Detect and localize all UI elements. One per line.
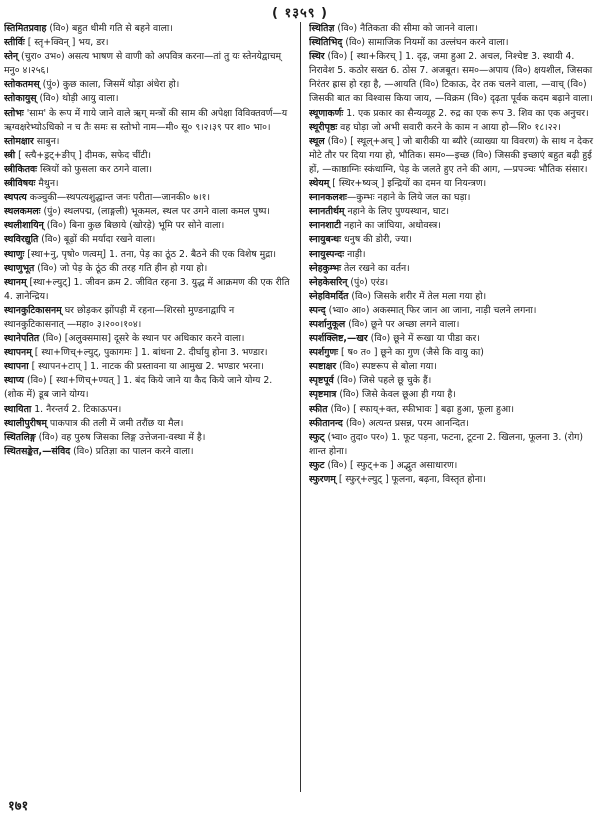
dictionary-entry [4, 417, 292, 431]
dictionary-entry [309, 107, 598, 121]
entry-headword: स्तेन् [4, 51, 19, 63]
entry-definition: (वि०) [ स्फुट्+क ] अद्भुत असाधारण। [324, 459, 458, 471]
dictionary-entry [4, 431, 292, 445]
entry-headword: स्नानतीर्थम् [309, 206, 345, 218]
dictionary-entry [309, 374, 598, 388]
dictionary-entry [309, 22, 598, 36]
entry-headword: स्पष्टाक्षर [309, 361, 337, 373]
dictionary-entry [4, 163, 292, 177]
entry-headword: स्थिर [309, 51, 325, 63]
dictionary-entry [4, 92, 292, 106]
entry-headword: स्थलीशायिन् [4, 220, 44, 232]
entry-definition: [ ष० त० ] छूने का गुण (जैसे कि वायु का) [338, 347, 484, 359]
entry-definition: [ स्तृ+क्विन् ] भय, डर। [24, 37, 109, 49]
entry-headword: स्नानशाटी [309, 220, 342, 232]
dictionary-entry [309, 276, 598, 290]
entry-definition: [ स्त्यै+ड्रट्+ङीप् ] दीमक, सफेद चींटी। [15, 149, 152, 161]
dictionary-entry [309, 473, 598, 487]
entry-definition: —कुम्भः नहाने के लिये जल का घड़ा। [346, 192, 471, 204]
dictionary-entry [4, 262, 292, 276]
entry-definition: (वि०) थोड़ी आयु वाला। [36, 93, 119, 105]
entry-definition: (वि०) छूने में रूखा या पीडा कर। [367, 333, 480, 345]
dictionary-entry [309, 403, 598, 417]
right-column [309, 22, 598, 487]
entry-definition: (वि०) छूने पर अच्छा लगने वाला। [345, 318, 460, 330]
dictionary-entry [4, 78, 292, 92]
entry-definition: (वि०) अत्यन्त प्रसन्न, परम आनन्दित। [342, 417, 469, 429]
entry-headword: स्थपत्य [4, 192, 27, 204]
column-divider [300, 22, 301, 792]
entry-headword: स्थितलिङ्ग [4, 431, 36, 443]
entry-definition: [ स्था+णिच्+ल्युट्, पुकागमः ] 1. बांधना 2. दीर्घायु होना 3. भण्डार। [31, 347, 268, 359]
dictionary-entry [309, 318, 598, 332]
dictionary-entry [4, 445, 292, 459]
dictionary-entry [4, 149, 292, 163]
entry-definition: (वि०) [अलुक्समास] दूसरे के स्थान पर अधिकार करने वाला। [39, 333, 245, 345]
entry-definition: (वि०) जिसे पहले छू चुके हैं। [333, 375, 432, 387]
entry-headword: स्थापनम् [4, 347, 32, 359]
dictionary-entry [309, 417, 598, 431]
entry-definition: धनुष की डोरी, ज्या। [341, 234, 412, 246]
entry-definition: नाड़ी। [344, 248, 366, 260]
dictionary-entry [309, 388, 598, 402]
entry-headword: स्नानकलशः [309, 192, 347, 204]
entry-headword: स्नायुबन्धः [309, 234, 341, 246]
entry-definition: मैथुन। [35, 178, 59, 190]
entry-headword: स्तोकायुस् [4, 93, 37, 105]
entry-headword: स्थितिज्ञ [309, 23, 335, 34]
page-number: ( १३५९ ) [272, 6, 328, 21]
dictionary-entry [309, 346, 598, 360]
entry-definition: (चुरा० उभ०) असत्य भाषण से वाणी को अपवित्र करना—तां तु यः स्तेनयेद्वाचम्‌ मनु० ४।२५६। [4, 51, 282, 77]
entry-definition: (वि०) सामाजिक नियमों का उल्लंघन करने वाला। [342, 37, 509, 49]
entry-definition: (वि०) वह पुरुष जिसका लिङ्ग उत्तेजना-वस्था में है। [35, 431, 206, 443]
dictionary-entry [4, 304, 292, 332]
entry-headword: स्तीर्विः [4, 37, 25, 49]
dictionary-entry [309, 360, 598, 374]
entry-headword: स्थूणाकर्णः [309, 107, 344, 119]
dictionary-entry [309, 50, 598, 106]
entry-definition: नहाने के लिए पुण्यस्थान, घाट। [344, 206, 450, 218]
entry-definition: (वि०) [ स्था+किरच् ] 1. दृढ़, जमा हुआ 2. अचल, निश्चेष्ट 3. स्थायी 4. निरावेश 5. कठोर सख्त 6. ठोस 7. अजबूत। सम०—अपाय (वि०) क्षयशील, जिसका निरंतर ह्रास हो रहा है, —आयति (वि०) टिकाऊ, देर तक चलने वाला, —वाच् (वि०) जिसकी बात का विश्वास किया जाय, —विक्रम (वि०) दृढ़ता पूर्वक कदम बढ़ाने वाला। [309, 51, 593, 105]
left-column [4, 22, 292, 459]
entry-headword: स्फीतानन्द [309, 417, 343, 429]
entry-headword: स्फुट् [309, 431, 325, 443]
entry-headword: स्थूल [309, 135, 325, 147]
dictionary-entry [4, 332, 292, 346]
entry-headword: स्त्री [4, 149, 16, 161]
dictionary-entry [309, 177, 598, 191]
dictionary-entry [4, 22, 292, 36]
entry-definition: (वि०) स्पष्टरूप से बोला गया। [336, 361, 437, 373]
entry-definition: (वि०) जिसे केवल छूआ ही गया है। [336, 389, 456, 401]
entry-headword: स्पर्शगुणः [309, 347, 339, 359]
dictionary-entry [309, 332, 598, 346]
dictionary-entry [309, 262, 598, 276]
entry-headword: स्पर्शक्लिष्ट,—खर [309, 333, 368, 345]
entry-headword: स्त्रीविषयः [4, 178, 36, 190]
entry-definition: तेल रखने का वर्तन। [341, 262, 410, 274]
entry-headword: स्फीत [309, 403, 328, 415]
dictionary-entry [4, 346, 292, 360]
entry-headword: स्थाणुभूत [4, 262, 35, 274]
entry-headword: स्तिमितप्रवाह [4, 23, 47, 34]
entry-definition: पाकपात्र की तली में जमी तरौंछ या मैल। [46, 417, 184, 429]
dictionary-entry [309, 121, 598, 135]
entry-headword: स्थानेपतित [4, 333, 40, 345]
entry-definition: [स्था+ल्युट्] 1. जीवन क्रम 2. जीवित रहना 3. युद्ध में आक्रमण की एक रीति 4. ज्ञानेन्द्रिय। [4, 276, 290, 302]
entry-headword: स्त्रीकितवः [4, 163, 38, 175]
dictionary-entry [4, 50, 292, 78]
entry-headword: स्फुरणम् [309, 474, 336, 485]
entry-headword: स्नेहकुम्भः [309, 262, 341, 274]
entry-headword: स्फुट [309, 459, 325, 471]
entry-definition: 'साम' के रूप में गाये जाने वाले ऋग् मन्त्रों की साम की अपेक्षा विविक्तवर्ण—य ऋग्वक्षरेभ्योऽधिको न च तैः समः स स्तोभो नाम—मी० सू० ९।२।३९ पर शा० भा०। [4, 107, 288, 133]
dictionary-entry [4, 276, 292, 304]
entry-headword: स्थानम् [4, 276, 27, 288]
dictionary-entry [4, 107, 292, 135]
entry-definition: [ स्थिर+ष्यञ् ] इन्द्रियों का दमन या नियन्त्रण। [329, 178, 487, 190]
entry-headword: स्नेहविमर्दित [309, 290, 349, 302]
dictionary-entry [309, 290, 598, 304]
entry-headword: स्नायुस्पन्दः [309, 248, 345, 260]
entry-definition: (भ्वा० आ०) अकस्मात्‌ फिर जान आ जाना, नाड़ी चलने लगना। [325, 304, 537, 316]
entry-definition: नहाने का जांघिया, अधोवस्त्र। [341, 220, 441, 232]
entry-definition: (वि०) प्रतिज्ञा का पालन करने वाला। [70, 445, 194, 457]
entry-definition: [ स्थापन+टाप् ] 1. नाटक की प्रस्तावना या आमुख 2. भण्डार भरना। [28, 361, 264, 373]
entry-headword: स्तोभः [4, 107, 24, 119]
dictionary-entry [309, 459, 598, 473]
dictionary-entry [4, 135, 292, 149]
entry-definition: वह घोड़ा जो अभी सवारी करने के काम न आया हो—शि० १८।२२। [337, 121, 561, 133]
entry-headword: स्थलकमलः [4, 206, 41, 218]
entry-definition: [ स्फुर्+ल्युट् ] फूलना, बढ़ना, विस्तृत होना। [335, 474, 486, 485]
entry-headword: स्पर्शानुकूल [309, 318, 346, 330]
entry-headword: स्पृष्टमात्र [309, 389, 337, 401]
entry-headword: स्थितिभिद् [309, 37, 343, 49]
entry-headword: स्नेहकेसरिन् [309, 276, 348, 288]
entry-headword: स्पन्द् [309, 304, 326, 316]
entry-headword: स्थाप्य [4, 375, 24, 387]
dictionary-columns [4, 22, 598, 794]
entry-headword: स्थालीपुरीषम् [4, 417, 47, 429]
entry-definition: (वि०) बूढ़ों की मर्यादा रखने वाला। [38, 234, 156, 246]
entry-definition: साबुन। [33, 135, 60, 147]
entry-headword: स्तोकतमस् [4, 79, 40, 91]
entry-definition: (वि०) [ स्फाय्+क्त, स्फीभावः ] बढ़ा हुआ, फूला हुआ। [327, 403, 514, 415]
dictionary-entry [309, 304, 598, 318]
dictionary-entry [4, 248, 292, 262]
entry-definition: घर छोड़कर झोंपड़ी में रहना—शिरसो मुण्डनाद्वापि न स्थानकुटिकासनात्‌ —महा० ३।२००।१०४। [4, 304, 235, 330]
dictionary-entry [4, 219, 292, 233]
dictionary-entry [309, 135, 598, 177]
entry-definition: (वि०) बिना कुछ बिछाये (खोरड़े) भूमि पर सोने वाला। [43, 220, 225, 232]
entry-definition: (भ्वा० तुदा० पर०) 1. फूट पड़ना, फटना, टूटना 2. खिलना, फूलना 3. (रोग) शान्त होना। [309, 431, 583, 457]
entry-definition: (पुं०) स्थलपद्म, (लाङ्गली) भूकमल, स्थल पर उगने वाला कमल पुष्प। [40, 206, 270, 218]
entry-definition: स्त्रियों को फुसला कर ठगने वाला। [37, 163, 153, 175]
dictionary-entry [309, 248, 598, 262]
entry-headword: स्थितसङ्केत,—संविद [4, 445, 71, 457]
dictionary-entry [309, 219, 598, 233]
entry-definition: (वि०) [ स्था+णिच्+ण्यत् ] 1. बंद किये जाने या कैद किये जाने योग्य 2. (शोक में) डूब जाने योग्य। [4, 375, 273, 401]
entry-headword: स्थानकुटिकासनम् [4, 304, 62, 316]
entry-headword: स्थायिता [4, 403, 32, 415]
entry-definition: (वि०) नैतिकता की सीमा को जानने वाला। [334, 23, 478, 34]
entry-definition: (पुं०) कुछ काला, जिसमें थोड़ा अंधेरा हो। [39, 79, 180, 91]
dictionary-entry [4, 177, 292, 191]
dictionary-entry [309, 431, 598, 459]
entry-definition: (वि०) जो पेड़ के ठूंठ की तरह गति हीन हो गया हो। [34, 262, 208, 274]
dictionary-entry [4, 403, 292, 417]
dictionary-entry [309, 36, 598, 50]
entry-definition: [स्था+नु, पृषो० णत्वम्] 1. तना, पेड़ का ठूंठ 2. बैठने की एक विशेष मुद्रा। [24, 248, 277, 260]
footer-page-number: १७१ [8, 799, 29, 814]
entry-definition: कञ्चुकी—स्थपत्यशुद्धान्त जनः परीता—जानकी० ७।१। [26, 192, 211, 204]
entry-headword: स्थाणुः [4, 248, 25, 260]
dictionary-entry [4, 36, 292, 50]
entry-definition: 1. नैरन्तर्य 2. टिकाऊपन। [31, 403, 122, 415]
dictionary-entry [4, 360, 292, 374]
dictionary-entry [309, 233, 598, 247]
dictionary-entry [309, 191, 598, 205]
entry-headword: स्थापना [4, 361, 29, 373]
entry-definition: (वि०) बहुत धीमी गति से बहने वाला। [46, 23, 173, 34]
dictionary-entry [4, 191, 292, 205]
dictionary-entry [4, 205, 292, 219]
entry-definition: (वि०) जिसके शरीर में तेल मला गया हो। [348, 290, 487, 302]
entry-definition: (वि०) [ स्थूल्+अच् ] जो बारीकी या ब्यौरे (व्याख्या या विवरण) के साथ न देकर मोटे तौर पर दिया गया हो, भौतिक। सम०—इच्छ (वि०) जिसकी इच्छाएं बहुत बढ़ी हुई हों, —काष्ठाग्निः स्कंधाग्नि, पेड़ के जलते हुए तने की आग, —प्रपञ्चः भौतिक संसार। [309, 135, 594, 175]
entry-definition: (पुं०) एरंड। [347, 276, 389, 288]
entry-headword: स्तोमक्षार [4, 135, 34, 147]
entry-headword: स्पृष्टपूर्व [309, 375, 334, 387]
entry-definition: 1. एक प्रकार का सैन्यव्यूह 2. रुद्र का एक रूप 3. शिव का एक अनुचर। [343, 107, 589, 119]
dictionary-entry [4, 233, 292, 247]
dictionary-entry [309, 205, 598, 219]
entry-headword: स्थविरद्युति [4, 234, 39, 246]
entry-headword: स्थूरीपृष्ठः [309, 121, 338, 133]
dictionary-entry [4, 374, 292, 402]
entry-headword: स्थेयम् [309, 178, 330, 190]
